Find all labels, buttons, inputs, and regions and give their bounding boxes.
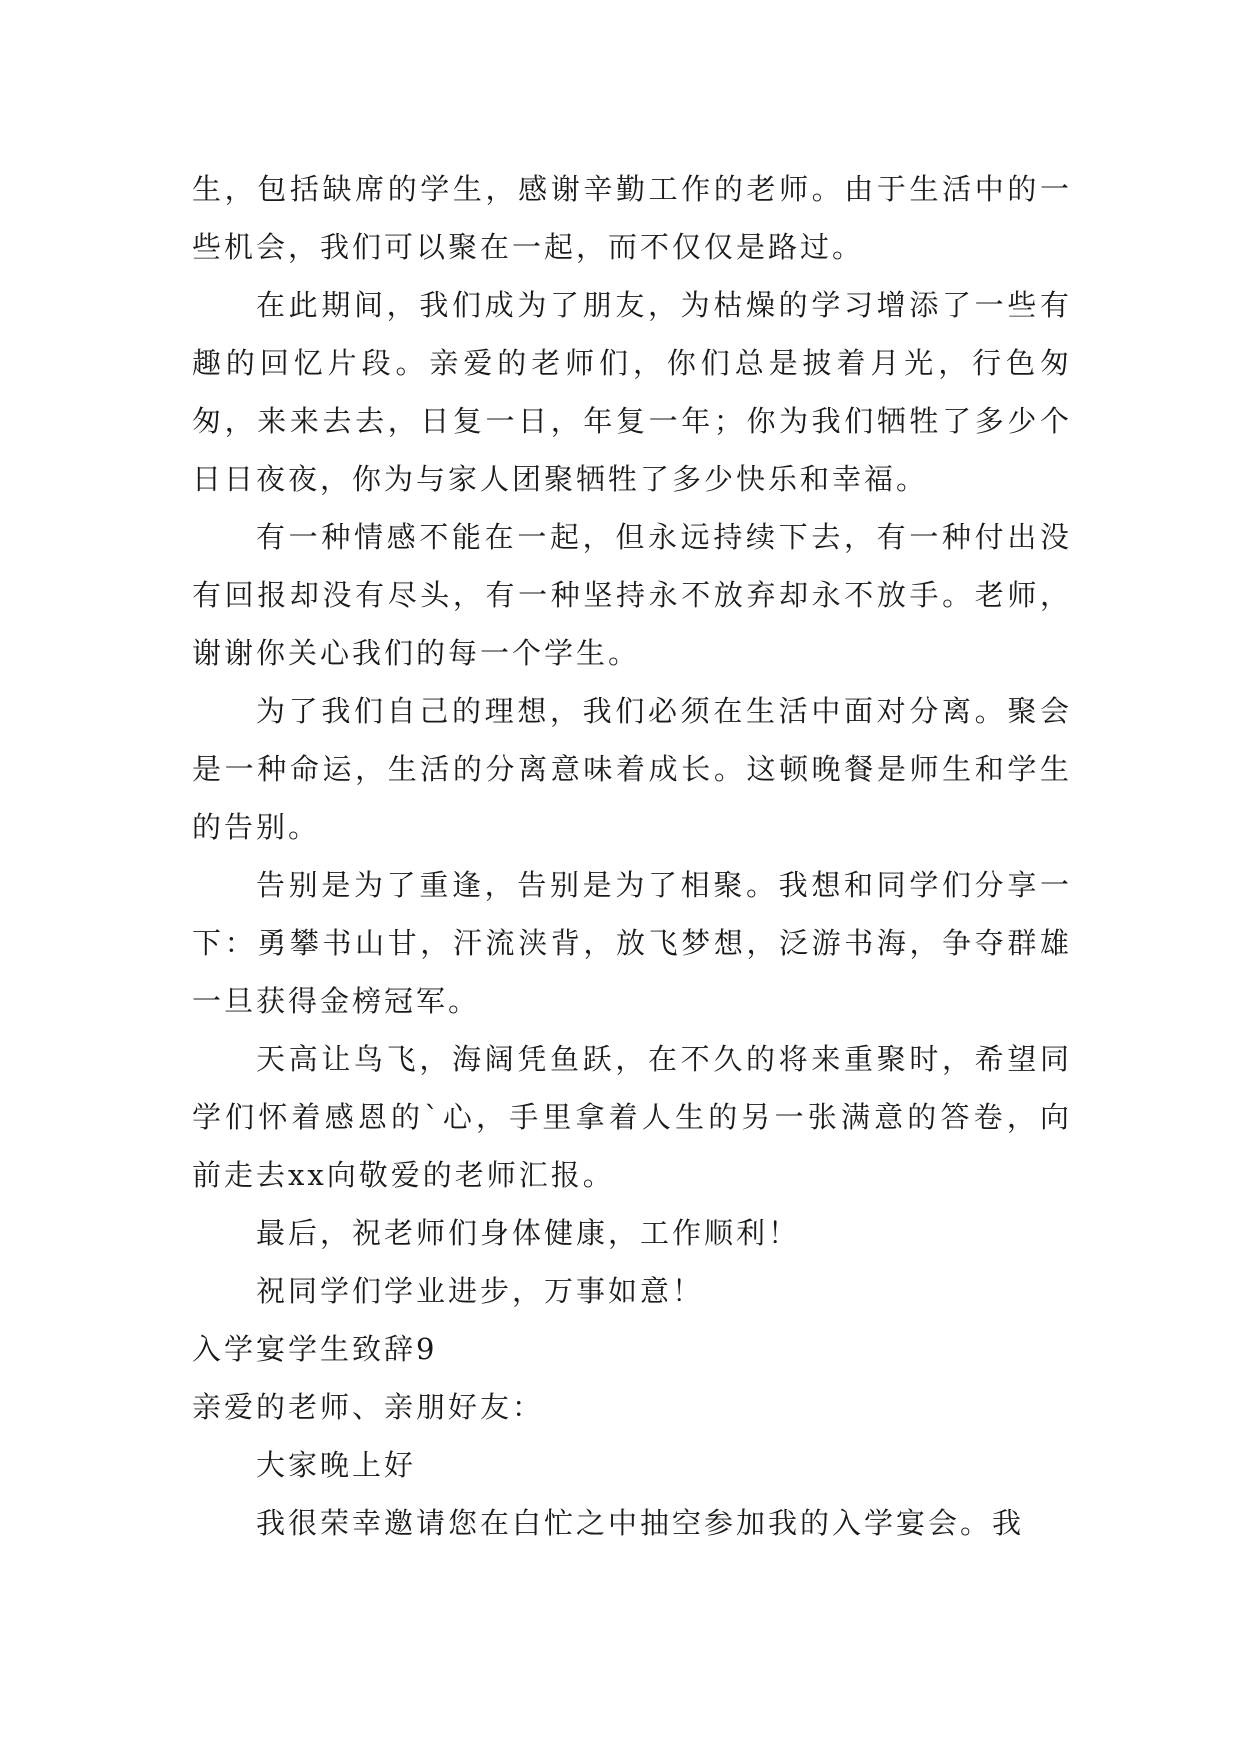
- salutation: 亲爱的老师、亲朋好友：: [192, 1390, 545, 1424]
- greeting: 大家晚上好: [256, 1448, 417, 1482]
- section-heading: 入学宴学生致辞9: [192, 1332, 438, 1366]
- paragraph-3: 有一种情感不能在一起，但永远持续下去，有一种付出没有回报却没有尽头，有一种坚持永不放弃却永不放手。老师，谢谢你关心我们的每一个学生。: [192, 520, 1072, 670]
- paragraph-1: 生，包括缺席的学生，感谢辛勤工作的老师。由于生活中的一些机会，我们可以聚在一起，而不仅仅是路过。: [192, 172, 1072, 264]
- paragraph-8: 祝同学们学业进步，万事如意！: [256, 1274, 705, 1308]
- paragraph-5: 告别是为了重逢，告别是为了相聚。我想和同学们分享一下：勇攀书山甘，汗流浃背，放飞梦想，泛游书海，争夺群雄一旦获得金榜冠军。: [192, 868, 1072, 1018]
- paragraph-6: 天高让鸟飞，海阔凭鱼跃，在不久的将来重聚时，希望同学们怀着感恩的`心，手里拿着人生的另一张满意的答卷，向前走去xx向敬爱的老师汇报。: [192, 1042, 1072, 1192]
- document-body: [192, 160, 1072, 1552]
- paragraph-4: 为了我们自己的理想，我们必须在生活中面对分离。聚会是一种命运，生活的分离意味着成长。这顿晚餐是师生和学生的告别。: [192, 694, 1072, 844]
- paragraph-last: 我很荣幸邀请您在白忙之中抽空参加我的入学宴会。我: [256, 1506, 1025, 1540]
- paragraph-7: 最后，祝老师们身体健康，工作顺利！: [256, 1216, 801, 1250]
- paragraph-2: 在此期间，我们成为了朋友，为枯燥的学习增添了一些有趣的回忆片段。亲爱的老师们，你们总是披着月光，行色匆匆，来来去去，日复一日，年复一年；你为我们牺牲了多少个日日夜夜，你为与家人团聚牺牲了多少快乐和幸福。: [192, 288, 1072, 496]
